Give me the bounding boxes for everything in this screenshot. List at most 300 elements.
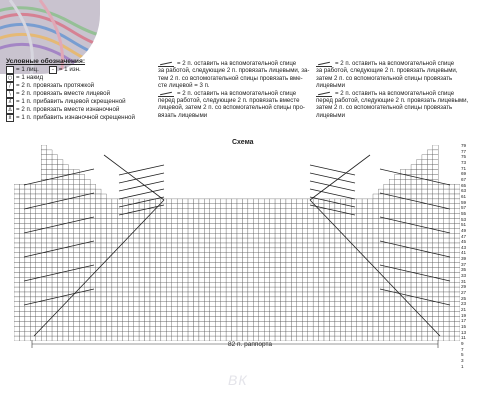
legend-item [6,66,156,74]
chart-cell [123,297,128,302]
chart-cell [112,287,117,292]
chart-cell [172,272,177,277]
chart-cell [406,321,411,326]
chart-cell [362,228,367,233]
chart-cell [221,302,226,307]
chart-cell [237,263,242,268]
chart-cell [193,209,198,214]
chart-cell [63,248,68,253]
chart-cell [406,179,411,184]
chart-cell [264,233,269,238]
chart-cell [253,258,258,263]
chart-cell [313,223,318,228]
chart-cell [357,277,362,282]
chart-cell [210,253,215,258]
chart-cell [58,253,63,258]
chart-cell [319,223,324,228]
chart-cell [177,258,182,263]
chart-cell [368,238,373,243]
chart-cell [183,243,188,248]
chart-cell [14,258,19,263]
chart-cell [58,170,63,175]
chart-cell [193,302,198,307]
chart-cell [362,223,367,228]
chart-cell [47,253,52,258]
chart-cell [335,297,340,302]
chart-cell [297,307,302,312]
chart-cell [324,317,329,322]
row-number: 73 [461,159,467,165]
chart-cell [281,297,286,302]
chart-cell [297,238,302,243]
chart-cell [221,317,226,322]
chart-cell [406,331,411,336]
chart-cell [302,209,307,214]
chart-cell [68,253,73,258]
chart-cell [96,277,101,282]
chart-cell [90,223,95,228]
chart-cell [166,321,171,326]
chart-cell [183,277,188,282]
chart-cell [41,194,46,199]
legend-item [6,82,156,90]
chart-cell [237,248,242,253]
chart-cell [384,282,389,287]
chart-cell [351,292,356,297]
chart-cell [275,317,280,322]
chart-cell [275,238,280,243]
chart-cell [188,317,193,322]
row-number: 29 [461,284,467,290]
chart-cell [286,258,291,263]
chart-cell [384,233,389,238]
chart-cell [25,321,30,326]
chart-cell [199,243,204,248]
chart-cell [101,331,106,336]
chart-cell [433,165,438,170]
chart-cell [357,268,362,273]
chart-cell [416,302,421,307]
chart-cell [128,326,133,331]
chart-cell [411,204,416,209]
chart-cell [30,292,35,297]
chart-cell [161,228,166,233]
chart-cell [270,228,275,233]
chart-cell [58,189,63,194]
chart-cell [275,253,280,258]
chart-cell [335,331,340,336]
chart-cell [139,331,144,336]
chart-cell [161,282,166,287]
chart-cell [161,297,166,302]
chart-cell [90,317,95,322]
chart-cell [275,214,280,219]
chart-cell [264,302,269,307]
chart-cell [204,268,209,273]
cable-line: тем 2 п. со вспомогательной спицы провязать вме- [158,74,303,82]
chart-cell [112,209,117,214]
chart-cell [188,243,193,248]
chart-cell [373,233,378,238]
chart-cell [411,194,416,199]
chart-cell [123,312,128,317]
chart-cell [90,268,95,273]
chart-cell [210,258,215,263]
chart-cell [30,238,35,243]
chart-cell [117,321,122,326]
chart-cell [389,189,394,194]
chart-cell [85,253,90,258]
chart-cell [204,326,209,331]
chart-cell [433,263,438,268]
chart-cell [79,307,84,312]
purl-dash-icon: – [49,66,57,74]
chart-cell [226,223,231,228]
chart-cell [232,282,237,287]
chart-cell [204,321,209,326]
chart-cell [313,258,318,263]
chart-cell [96,258,101,263]
chart-cell [30,184,35,189]
chart-cell [406,204,411,209]
chart-cell [166,292,171,297]
chart-cell [237,268,242,273]
chart-cell [378,297,383,302]
chart-cell [422,253,427,258]
chart-cell [128,268,133,273]
chart-cell [63,287,68,292]
chart-cell [106,204,111,209]
chart-cell [427,155,432,160]
chart-cell [25,297,30,302]
chart-cell [324,277,329,282]
chart-cell [362,272,367,277]
plain-box-icon [6,66,14,74]
chart-cell [346,292,351,297]
chart-cell [340,287,345,292]
chart-cell [123,321,128,326]
row-number: 57 [461,205,467,211]
chart-cell [259,253,264,258]
chart-cell [411,277,416,282]
chart-cell [96,209,101,214]
chart-cell [340,258,345,263]
chart-cell [145,243,150,248]
chart-cell [242,302,247,307]
chart-cell [106,199,111,204]
chart-cell [47,263,52,268]
chart-cell [188,248,193,253]
chart-cell [373,214,378,219]
chart-cell [36,272,41,277]
chart-cell [30,282,35,287]
chart-cell [264,287,269,292]
chart-cell [297,287,302,292]
chart-cell [416,268,421,273]
chart-cell [68,312,73,317]
chart-cell [221,238,226,243]
chart-cell [449,282,454,287]
chart-cell [139,272,144,277]
chart-cell [368,307,373,312]
chart-cell [286,219,291,224]
chart-cell [242,219,247,224]
chart-cell [242,282,247,287]
chart-cell [68,331,73,336]
chart-cell [199,199,204,204]
chart-cell [264,272,269,277]
chart-cell [193,243,198,248]
chart-cell [389,263,394,268]
chart-cell [340,263,345,268]
chart-cell [112,326,117,331]
chart-cell [242,326,247,331]
chart-cell [362,331,367,336]
chart-cell [351,307,356,312]
chart-cell [188,214,193,219]
cable-line: лицевыми [316,82,345,90]
chart-cell [14,321,19,326]
chart-cell [172,312,177,317]
chart-cell [248,199,253,204]
chart-cell [422,277,427,282]
chart-cell [58,194,63,199]
chart-cell [172,317,177,322]
chart-cell [232,253,237,258]
chart-cell [204,253,209,258]
chart-cell [264,307,269,312]
chart-cell [259,272,264,277]
chart-cell [406,228,411,233]
chart-cell [449,214,454,219]
chart-cell [172,307,177,312]
chart-cell [329,263,334,268]
chart-cell [106,238,111,243]
chart-cell [395,331,400,336]
chart-cell [226,253,231,258]
chart-cell [242,321,247,326]
chart-cell [161,209,166,214]
chart-cell [47,155,52,160]
chart-cell [389,248,394,253]
chart-cell [411,233,416,238]
chart-cell [193,219,198,224]
chart-cell [378,321,383,326]
chart-cell [253,331,258,336]
chart-cell [362,297,367,302]
chart-cell [362,321,367,326]
chart-cell [79,204,84,209]
chart-cell [112,204,117,209]
chart-cell [101,233,106,238]
chart-cell [74,199,79,204]
chart-cell [368,277,373,282]
cable-stroke [119,173,164,183]
chart-cell [455,214,460,219]
chart-cell [58,184,63,189]
chart-cell [313,268,318,273]
chart-cell [85,189,90,194]
chart-cell [172,238,177,243]
chart-cell [210,292,215,297]
chart-cell [226,228,231,233]
chart-cell [416,326,421,331]
chart-cell [166,268,171,273]
chart-cell [123,272,128,277]
chart-cell [47,258,52,263]
chart-cell [422,307,427,312]
chart-cell [96,326,101,331]
chart-cell [400,263,405,268]
chart-cell [58,228,63,233]
chart-cell [183,287,188,292]
chart-cell [308,233,313,238]
chart-cell [134,223,139,228]
chart-cell [362,209,367,214]
chart-cell [302,297,307,302]
chart-cell [373,204,378,209]
chart-cell [183,233,188,238]
chart-cell [264,228,269,233]
row-number: 5 [461,352,464,358]
chart-cell [346,326,351,331]
chart-cell [183,253,188,258]
chart-cell [145,228,150,233]
chart-cell [193,317,198,322]
chart-cell [177,317,182,322]
chart-cell [329,277,334,282]
chart-cell [47,194,52,199]
chart-cell [68,282,73,287]
chart-cell [395,228,400,233]
chart-cell [427,287,432,292]
chart-cell [161,258,166,263]
chart-cell [406,194,411,199]
chart-cell [308,292,313,297]
chart-cell [215,321,220,326]
chart-cell [400,287,405,292]
chart-cell [172,277,177,282]
chart-cell [368,219,373,224]
chart-cell [395,272,400,277]
chart-cell [155,317,160,322]
chart-cell [36,263,41,268]
chart-cell [433,189,438,194]
chart-cell [193,268,198,273]
chart-cell [411,321,416,326]
chart-cell [433,321,438,326]
chart-cell [378,248,383,253]
chart-cell [297,302,302,307]
chart-cell [106,321,111,326]
chart-cell [259,204,264,209]
chart-cell [204,307,209,312]
chart-cell [193,326,198,331]
chart-cell [411,326,416,331]
chart-cell [248,331,253,336]
chart-cell [177,243,182,248]
chart-cell [351,219,356,224]
chart-cell [188,199,193,204]
chart-cell [335,268,340,273]
chart-cell [90,321,95,326]
chart-cell [384,243,389,248]
chart-cell [150,268,155,273]
chart-cell [411,214,416,219]
chart-cell [357,209,362,214]
chart-cell [444,243,449,248]
chart-cell [357,258,362,263]
chart-cell [221,307,226,312]
chart-cell [101,204,106,209]
chart-cell [177,282,182,287]
cable-line: лицевой, затем 2 п. со вспомогательной спицы про- [158,104,305,112]
chart-cell [427,184,432,189]
cable-line: = 2 п. оставить на вспомогательной спице [316,60,468,67]
chart-cell [368,302,373,307]
row-number: 67 [461,176,467,182]
chart-cell [177,302,182,307]
chart-cell [85,248,90,253]
chart-cell [335,302,340,307]
chart-cell [373,277,378,282]
chart-cell [242,248,247,253]
chart-cell [30,258,35,263]
chart-cell [438,268,443,273]
chart-cell [210,243,215,248]
chart-cell [335,204,340,209]
chart-cell [58,321,63,326]
chart-cell [155,282,160,287]
chart-cell [373,228,378,233]
chart-cell [351,223,356,228]
chart-cell [286,302,291,307]
chart-cell [281,326,286,331]
chart-cell [302,243,307,248]
chart-cell [101,292,106,297]
chart-cell [351,321,356,326]
chart-cell [19,302,24,307]
chart-cell [19,331,24,336]
chart-cell [340,248,345,253]
chart-cell [270,292,275,297]
chart-cell [215,326,220,331]
chart-cell [172,214,177,219]
chart-cell [237,238,242,243]
chart-cell [112,302,117,307]
chart-cell [101,219,106,224]
chart-cell [166,307,171,312]
chart-cell [19,317,24,322]
chart-cell [128,214,133,219]
chart-cell [373,219,378,224]
chart-cell [183,263,188,268]
chart-cell [400,238,405,243]
chart-cell [101,277,106,282]
chart-cell [52,194,57,199]
chart-cell [308,297,313,302]
chart-cell [264,331,269,336]
chart-cell [47,233,52,238]
chart-cell [395,253,400,258]
chart-cell [302,253,307,258]
chart-cell [281,219,286,224]
chart-cell [14,184,19,189]
chart-cell [36,307,41,312]
chart-cell [411,282,416,287]
chart-cell [242,258,247,263]
chart-cell [90,194,95,199]
